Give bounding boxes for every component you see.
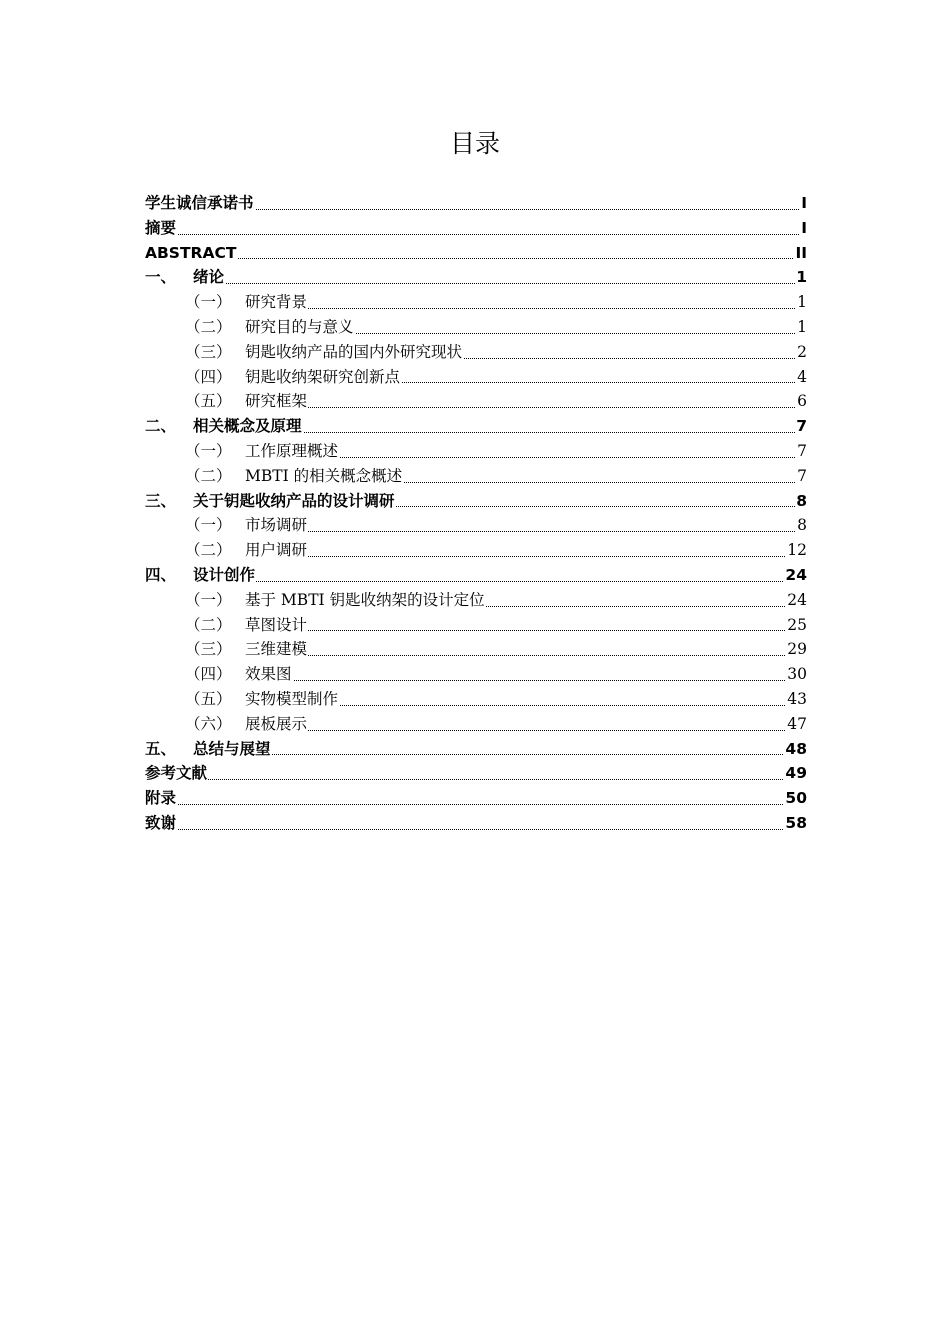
toc-page-number: I: [800, 216, 807, 241]
toc-entry-text: [145, 737, 272, 762]
toc-subentry[interactable]: [145, 538, 807, 563]
toc-entry[interactable]: [145, 241, 807, 266]
toc-entry-number: （四）: [185, 367, 232, 386]
toc-entry-label: 绪论: [193, 268, 225, 287]
toc-entry[interactable]: [145, 216, 807, 241]
toc-entry-text: [185, 389, 308, 414]
toc-entry-number: 一、: [145, 268, 177, 287]
toc-entry-label: MBTI 的相关概念概述: [245, 466, 403, 485]
toc-entry-number: （五）: [185, 392, 232, 411]
dot-leader: [145, 829, 807, 830]
toc-page-number: 12: [786, 538, 807, 563]
toc-entry[interactable]: [145, 761, 807, 786]
toc-subentry[interactable]: [145, 389, 807, 414]
toc-entry-text: [145, 216, 177, 241]
toc-entry-number: （六）: [185, 714, 232, 733]
toc-entry-text: [185, 365, 401, 390]
toc-entry-number: （五）: [185, 689, 232, 708]
toc-entry-text: [145, 265, 225, 290]
toc-page-number: 4: [796, 365, 807, 390]
toc-entry-text: [145, 489, 396, 514]
toc-entry-number: （三）: [185, 342, 232, 361]
toc-page-number: 47: [786, 712, 807, 737]
toc-entry-number: （二）: [185, 615, 232, 634]
toc-entry-label: 市场调研: [245, 516, 308, 535]
toc-subentry[interactable]: [145, 340, 807, 365]
toc-entry-label: 学生诚信承诺书: [145, 194, 254, 212]
dot-leader: [145, 804, 807, 805]
toc-page-number: I: [800, 191, 807, 216]
toc-entry-number: （一）: [185, 590, 232, 609]
toc-entry-label: 工作原理概述: [245, 441, 339, 460]
toc-page-number: 7: [796, 439, 807, 464]
toc-entry[interactable]: [145, 414, 807, 439]
toc-entry-label: 研究目的与意义: [245, 317, 354, 336]
toc-entry-number: 二、: [145, 417, 177, 436]
toc-page-number: 58: [784, 811, 807, 836]
toc-entry-number: （一）: [185, 441, 232, 460]
toc-page-number: 1: [796, 315, 807, 340]
toc-entry-label: 三维建模: [245, 640, 308, 659]
toc-entry-label: 实物模型制作: [245, 689, 339, 708]
toc-entry[interactable]: [145, 265, 807, 290]
toc-page-number: 1: [796, 290, 807, 315]
toc-entry-number: 四、: [145, 565, 177, 584]
toc-entry-label: 效果图: [245, 665, 292, 684]
toc-entry-label: 设计创作: [193, 565, 256, 584]
toc-entry[interactable]: [145, 489, 807, 514]
toc-page-number: 50: [784, 786, 807, 811]
toc-entry-text: [185, 439, 339, 464]
toc-entry-text: [185, 662, 293, 687]
toc-entry-text: [145, 563, 256, 588]
toc-entry-text: [185, 340, 463, 365]
toc-entry-text: [185, 588, 486, 613]
toc-entry-text: [145, 761, 208, 786]
toc-entry-label: 研究背景: [245, 293, 308, 312]
toc-subentry[interactable]: [145, 365, 807, 390]
toc-entry-text: [185, 290, 308, 315]
toc-subentry[interactable]: [145, 315, 807, 340]
toc-entry-text: [185, 687, 339, 712]
toc-entry-label: ABSTRACT: [145, 243, 237, 262]
toc-entry-text: [145, 191, 255, 216]
toc-page-number: 48: [784, 737, 807, 762]
toc-entry-label: 相关概念及原理: [193, 417, 302, 436]
toc-entry-number: （二）: [185, 541, 232, 560]
toc-subentry[interactable]: [145, 637, 807, 662]
toc-page-number: 49: [784, 761, 807, 786]
toc-entry-text: [145, 414, 303, 439]
toc-entry-number: （三）: [185, 640, 232, 659]
toc-page-number: 1: [795, 265, 807, 290]
toc-entry[interactable]: [145, 563, 807, 588]
toc-entry[interactable]: [145, 811, 807, 836]
dot-leader: [145, 234, 807, 235]
toc-entry[interactable]: [145, 737, 807, 762]
toc-subentry[interactable]: [145, 439, 807, 464]
toc-entry-text: [185, 538, 308, 563]
toc-entry-number: 三、: [145, 491, 177, 510]
toc-page-number: II: [794, 241, 807, 266]
dot-leader: [145, 779, 807, 780]
toc-entry-text: [185, 464, 403, 489]
toc-entry-number: （二）: [185, 317, 232, 336]
toc-entry-label: 基于 MBTI 钥匙收纳架的设计定位: [245, 590, 485, 609]
toc-subentry[interactable]: [145, 513, 807, 538]
toc-entry-text: [145, 811, 177, 836]
toc-entry-label: 草图设计: [245, 615, 308, 634]
toc-entry-number: （一）: [185, 293, 232, 312]
toc-page-number: 7: [795, 414, 807, 439]
toc-page-number: 6: [796, 389, 807, 414]
toc-subentry[interactable]: [145, 464, 807, 489]
toc-entry-label: 附录: [145, 789, 177, 808]
toc-entry-text: [145, 786, 177, 811]
toc-entry[interactable]: [145, 786, 807, 811]
toc-entry-text: [185, 315, 355, 340]
toc-page-number: 24: [786, 588, 807, 613]
table-of-contents: [145, 191, 807, 836]
toc-page-number: 8: [795, 489, 807, 514]
toc-title: 目录: [449, 129, 500, 158]
toc-subentry[interactable]: [145, 687, 807, 712]
toc-entry-label: 用户调研: [245, 541, 308, 560]
toc-entry-number: （二）: [185, 466, 232, 485]
toc-subentry[interactable]: [145, 613, 807, 638]
toc-page-number: 2: [796, 340, 807, 365]
toc-subentry[interactable]: [145, 290, 807, 315]
toc-entry-label: 关于钥匙收纳产品的设计调研: [193, 491, 395, 510]
toc-entry-text: [185, 637, 308, 662]
toc-entry-label: 致谢: [145, 813, 177, 832]
toc-entry-label: 研究框架: [245, 392, 308, 411]
toc-subentry[interactable]: [145, 588, 807, 613]
toc-entry-number: （一）: [185, 516, 232, 535]
toc-page-number: 24: [784, 563, 807, 588]
toc-entry-text: [185, 712, 308, 737]
toc-entry-text: [185, 613, 308, 638]
toc-entry-label: 总结与展望: [193, 739, 271, 758]
toc-page-number: 25: [786, 613, 807, 638]
toc-entry-number: 五、: [145, 739, 177, 758]
toc-entry-label: 摘要: [145, 218, 177, 237]
dot-leader: [145, 258, 807, 259]
toc-page-number: 7: [796, 464, 807, 489]
toc-entry-label: 钥匙收纳产品的国内外研究现状: [245, 342, 463, 361]
toc-entry-number: （四）: [185, 665, 232, 684]
toc-subentry[interactable]: [145, 662, 807, 687]
toc-page-number: 30: [786, 662, 807, 687]
toc-entry-text: [185, 513, 308, 538]
toc-entry-label: 展板展示: [245, 714, 308, 733]
toc-page-number: 43: [786, 687, 807, 712]
toc-entry-label: 参考文献: [145, 764, 208, 783]
toc-entry-text: [145, 241, 237, 266]
toc-entry-label: 钥匙收纳架研究创新点: [245, 367, 401, 386]
dot-leader: [145, 283, 807, 284]
toc-subentry[interactable]: [145, 712, 807, 737]
toc-page-number: 8: [796, 513, 807, 538]
toc-page-number: 29: [786, 637, 807, 662]
toc-entry[interactable]: [145, 191, 807, 216]
